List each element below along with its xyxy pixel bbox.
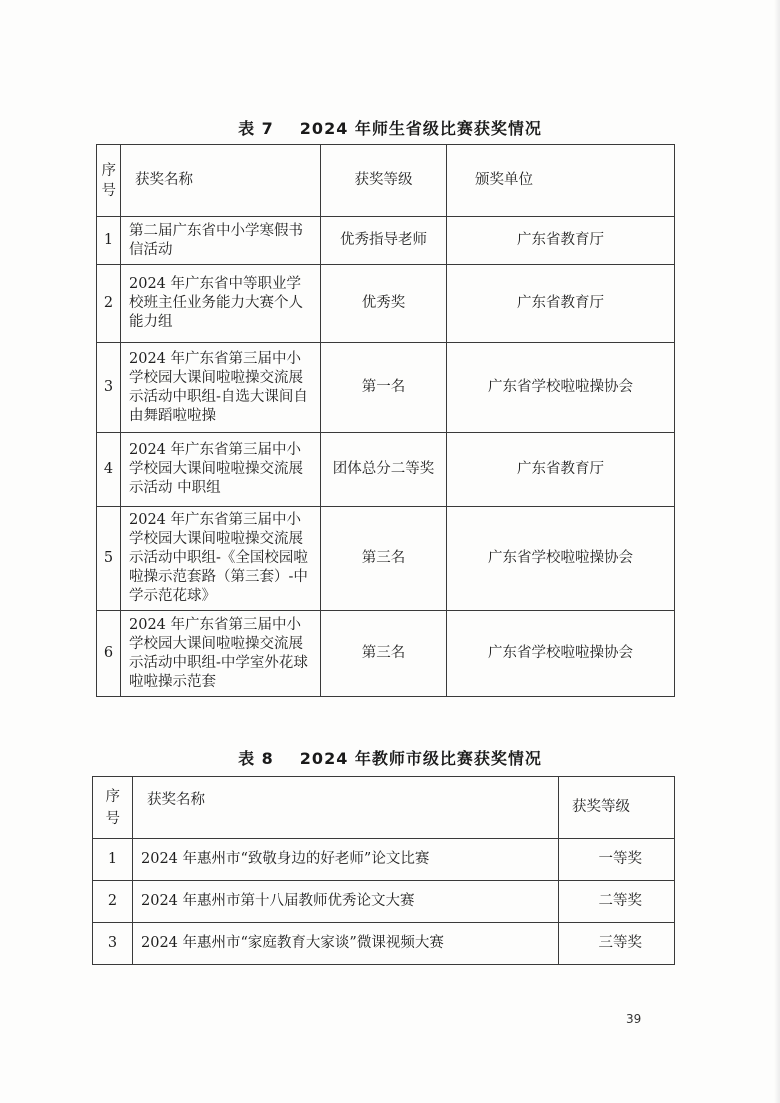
header-no: 序号 [97,145,121,217]
table-header-row [97,145,675,217]
row-name: 2024 年广东省第三届中小学校园大课间啦啦操交流展示活动 中职组 [121,433,321,507]
row-name: 第二届广东省中小学寒假书信活动 [121,217,321,265]
row-name: 2024 年广东省第三届中小学校园大课间啦啦操交流展示活动中职组-《全国校园啦啦操示范套路（第三套）-中学示范花球》 [121,507,321,611]
table7-caption-number: 表 7 [238,119,274,138]
header-level: 获奖等级 [559,777,675,839]
page-edge-shadow [774,0,780,1103]
row-no: 1 [97,217,121,265]
header-no: 序号 [93,777,133,839]
table-row [93,923,675,965]
row-no: 4 [97,433,121,507]
row-unit: 广东省教育厅 [447,265,675,343]
row-unit: 广东省教育厅 [447,433,675,507]
row-unit: 广东省学校啦啦操协会 [447,611,675,697]
header-level: 获奖等级 [321,145,447,217]
row-level: 三等奖 [559,923,675,965]
table-row [97,217,675,265]
row-no: 2 [93,881,133,923]
row-level: 优秀指导老师 [321,217,447,265]
row-name: 2024 年惠州市第十八届教师优秀论文大赛 [133,881,559,923]
row-no: 5 [97,507,121,611]
table-row [97,507,675,611]
table8-caption-title: 2024 年教师市级比赛获奖情况 [299,749,542,768]
row-level: 第一名 [321,343,447,433]
row-name: 2024 年广东省中等职业学校班主任业务能力大赛个人能力组 [121,265,321,343]
page-number: 39 [626,1012,642,1026]
table8-caption [0,746,780,769]
table-row [97,433,675,507]
row-name: 2024 年广东省第三届中小学校园大课间啦啦操交流展示活动中职组-中学室外花球啦啦操示范套 [121,611,321,697]
row-level: 团体总分二等奖 [321,433,447,507]
table7 [96,144,675,697]
row-name: 2024 年惠州市“致敬身边的好老师”论文比赛 [133,839,559,881]
table-row [97,265,675,343]
table-row [93,839,675,881]
table8-caption-number: 表 8 [238,749,274,768]
row-no: 6 [97,611,121,697]
header-name: 获奖名称 [121,145,321,217]
table7-caption [0,116,780,139]
row-no: 3 [93,923,133,965]
row-level: 二等奖 [559,881,675,923]
row-no: 3 [97,343,121,433]
table-row [97,343,675,433]
row-unit: 广东省教育厅 [447,217,675,265]
row-level: 一等奖 [559,839,675,881]
row-level: 优秀奖 [321,265,447,343]
table-row [93,881,675,923]
row-name: 2024 年广东省第三届中小学校园大课间啦啦操交流展示活动中职组-自选大课间自由舞蹈啦啦操 [121,343,321,433]
row-name: 2024 年惠州市“家庭教育大家谈”微课视频大赛 [133,923,559,965]
row-unit: 广东省学校啦啦操协会 [447,343,675,433]
table-header-row [93,777,675,839]
header-name: 获奖名称 [133,777,559,839]
table7-caption-title: 2024 年师生省级比赛获奖情况 [299,119,542,138]
row-no: 1 [93,839,133,881]
row-level: 第三名 [321,611,447,697]
table8 [92,776,675,965]
row-no: 2 [97,265,121,343]
row-level: 第三名 [321,507,447,611]
row-unit: 广东省学校啦啦操协会 [447,507,675,611]
table-row [97,611,675,697]
header-unit: 颁奖单位 [447,145,675,217]
